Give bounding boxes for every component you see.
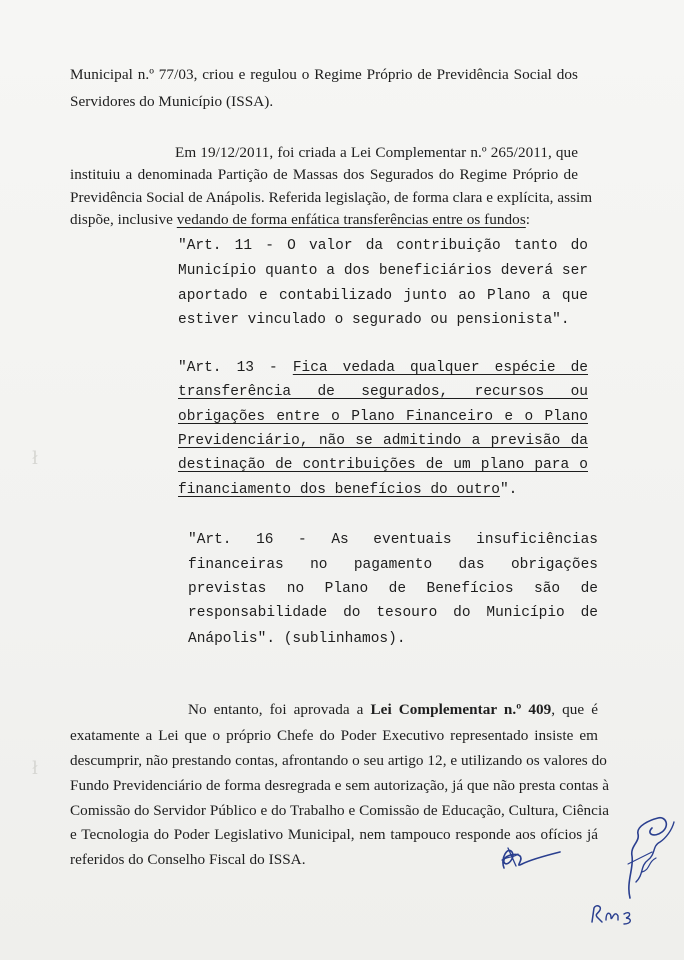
paragraph-2-underlined-phrase: vedando de forma enfática transferências entre os fundos bbox=[176, 211, 526, 228]
paragraph-3-line-5: Comissão do Servidor Público e do Trabalho e Comissão de Educação, Cultura, Ciência bbox=[70, 802, 610, 819]
quote-art16-line-4: responsabilidade do tesouro do Município de bbox=[188, 605, 598, 621]
paragraph-3-line-7: referidos do Conselho Fiscal do ISSA. bbox=[70, 851, 306, 868]
quote-art11-line-2: Município quanto a dos beneficiários deverá ser bbox=[178, 263, 588, 279]
bleed-through-mark: ł bbox=[32, 758, 38, 779]
quote-art13-line-6 bbox=[178, 481, 517, 499]
quote-art13-prefix: "Art. 13 - bbox=[178, 360, 293, 376]
paragraph-3-line-2: exatamente a Lei que o próprio Chefe do Poder Executivo representado insiste em bbox=[70, 727, 598, 744]
quote-art13-line-3: obrigações entre o Plano Financeiro e o Plano bbox=[178, 409, 588, 425]
quote-art13-underlined-end: financiamento dos benefícios do outro bbox=[178, 482, 500, 498]
handwritten-margin-signature bbox=[622, 812, 680, 904]
quote-art11-line-3: aportado e contabilizado junto ao Plano a que bbox=[178, 288, 588, 304]
quote-art11-line-4: estiver vinculado o segurado ou pensionista". bbox=[178, 312, 570, 328]
paragraph-2-line-1: Em 19/12/2011, foi criada a Lei Complementar n.º 265/2011, que bbox=[175, 144, 578, 161]
paragraph-3-line-1 bbox=[188, 701, 598, 719]
paragraph-3-plain: No entanto, foi aprovada a bbox=[188, 701, 371, 718]
quote-art16-line-3: previstas no Plano de Benefícios são de bbox=[188, 581, 598, 597]
quote-art16-line-1: "Art. 16 - As eventuais insuficiências bbox=[188, 532, 598, 548]
quote-art11-line-1: "Art. 11 - O valor da contribuição tanto do bbox=[178, 238, 588, 254]
bleed-through-mark: ł bbox=[32, 448, 38, 469]
handwritten-initials bbox=[588, 900, 638, 928]
paragraph-1-line-1: Municipal n.º 77/03, criou e regulou o Regime Próprio de Previdência Social dos bbox=[70, 66, 578, 83]
quote-art13-line-2: transferência de segurados, recursos ou bbox=[178, 384, 588, 400]
quote-art13-end: ". bbox=[499, 482, 518, 498]
paragraph-3-line-3: descumprir, não prestando contas, afrontando o seu artigo 12, e utilizando os valores do bbox=[70, 752, 607, 769]
quote-art13-line-4: Previdenciário, não se admitindo a previsão da bbox=[178, 433, 588, 449]
paragraph-3-line-4: Fundo Previdenciário de forma desregrada e sem autorização, já que não presta contas à bbox=[70, 777, 610, 794]
quote-art13-underlined-start: Fica vedada qualquer espécie de bbox=[292, 360, 589, 376]
quote-art13-line-1 bbox=[178, 359, 588, 377]
paragraph-3-bold-law: Lei Complementar n.º 409 bbox=[370, 701, 552, 718]
paragraph-3-line-6: e Tecnologia do Poder Legislativo Municipal, nem tampouco responde aos ofícios já bbox=[70, 826, 598, 843]
paragraph-2-line-4 bbox=[70, 211, 530, 229]
quote-art16-line-5: Anápolis". (sublinhamos). bbox=[188, 631, 406, 647]
quote-art16-line-2: financeiras no pagamento das obrigações bbox=[188, 557, 598, 573]
paragraph-2-line-4-plain: dispõe, inclusive bbox=[70, 211, 177, 228]
paragraph-1-line-2: Servidores do Município (ISSA). bbox=[70, 93, 274, 110]
paragraph-3-end: , que é bbox=[551, 701, 598, 718]
paragraph-2-line-3: Previdência Social de Anápolis. Referida legislação, de forma clara e explícita, assim bbox=[70, 189, 593, 206]
paragraph-2-line-2: instituiu a denominada Partição de Massas dos Segurados do Regime Próprio de bbox=[70, 166, 578, 183]
handwritten-rubric-signature bbox=[494, 838, 564, 878]
quote-art13-line-5: destinação de contribuições de um plano para o bbox=[178, 457, 588, 473]
paragraph-2-line-4-end: : bbox=[525, 211, 531, 228]
